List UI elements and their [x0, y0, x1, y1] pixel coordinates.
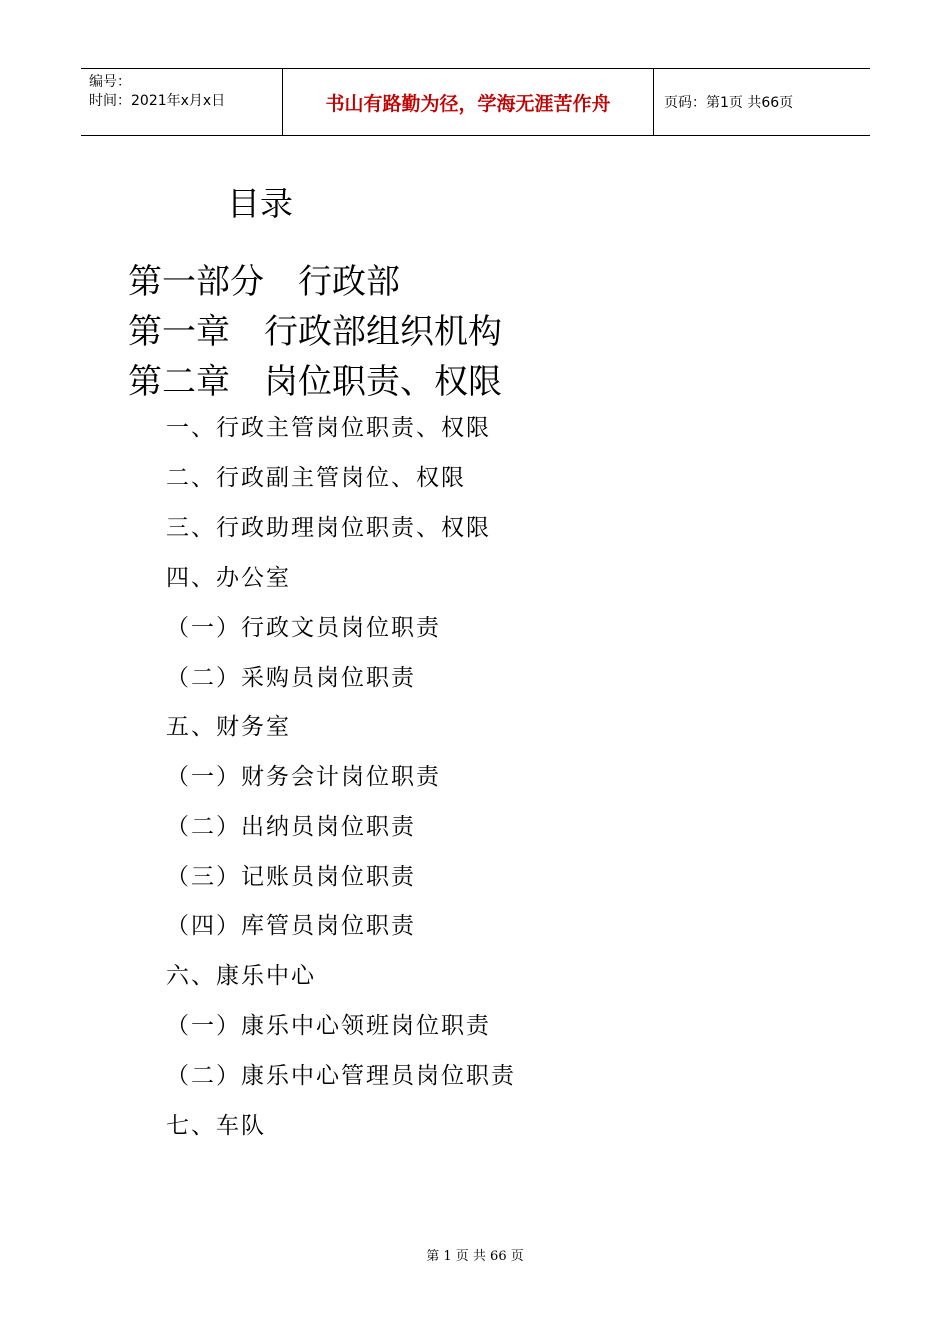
- header-page-info: 页码：第1页 共66页: [664, 95, 794, 111]
- page-header: [81, 68, 870, 136]
- toc-item: （一）财务会计岗位职责: [166, 764, 441, 790]
- toc-item: （一）康乐中心领班岗位职责: [166, 1013, 491, 1039]
- header-motto: 书山有路勤为径，学海无涯苦作舟: [282, 69, 654, 135]
- toc-item: （二）康乐中心管理员岗位职责: [166, 1063, 516, 1089]
- toc-item: 七、车队: [166, 1113, 266, 1139]
- toc-item: （四）库管员岗位职责: [166, 913, 416, 939]
- toc-item: （二）出纳员岗位职责: [166, 814, 416, 840]
- toc-chapter-1: 第一章 行政部组织机构: [128, 312, 502, 352]
- header-meta: [81, 69, 282, 135]
- toc-part-heading: 第一部分 行政部: [128, 262, 400, 302]
- time-label: 时间：2021年x月x日: [89, 93, 226, 109]
- toc-item: 六、康乐中心: [166, 963, 316, 989]
- toc-item: （二）采购员岗位职责: [166, 665, 416, 691]
- toc-item: 二、行政副主管岗位、权限: [166, 465, 466, 491]
- number-label: 编号：: [89, 74, 131, 90]
- toc-item: （三）记账员岗位职责: [166, 864, 416, 890]
- toc-item: 四、办公室: [166, 565, 291, 591]
- page-footer: 第 1 页 共 66 页: [426, 1249, 524, 1264]
- toc-title: 目录: [227, 184, 293, 223]
- toc-chapter-2: 第二章 岗位职责、权限: [128, 362, 502, 402]
- toc-item: 五、财务室: [166, 714, 291, 740]
- toc-item: 三、行政助理岗位职责、权限: [166, 515, 491, 541]
- toc-item: （一）行政文员岗位职责: [166, 615, 441, 641]
- toc-item: 一、行政主管岗位职责、权限: [166, 415, 491, 441]
